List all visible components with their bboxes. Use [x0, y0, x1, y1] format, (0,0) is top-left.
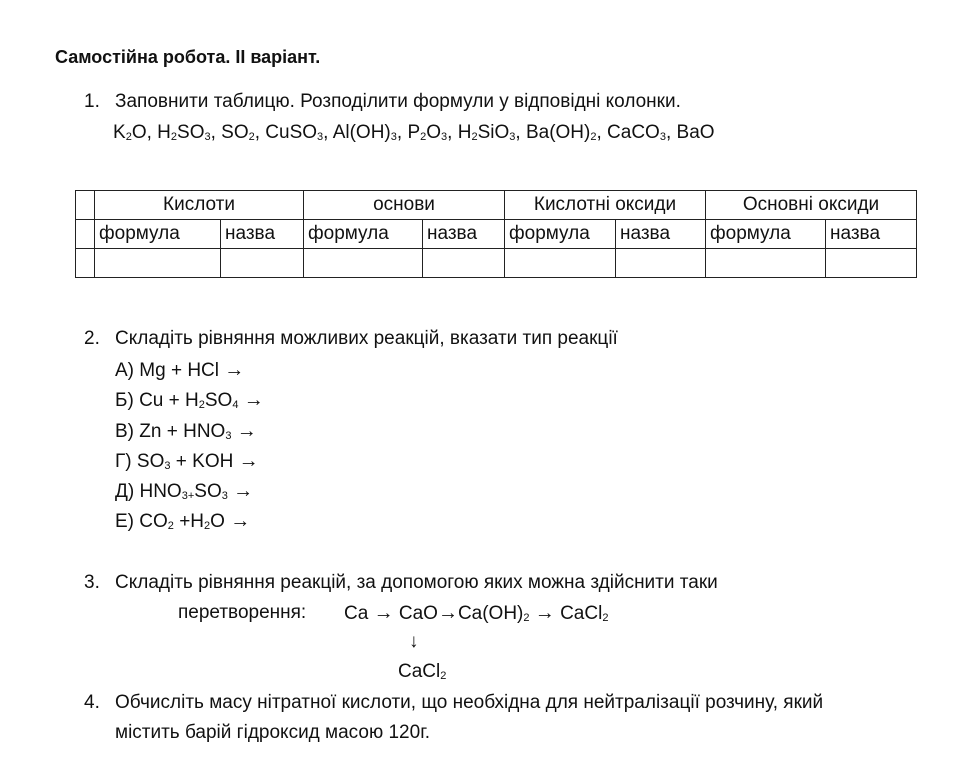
- column-group-bases: основи: [304, 191, 505, 220]
- classification-table: [75, 190, 917, 278]
- empty-cell[interactable]: [505, 249, 616, 278]
- column-name: назва: [826, 220, 917, 249]
- reaction-c: [115, 420, 257, 443]
- formula-item: $Al(OH)_3$: [332, 122, 397, 143]
- column-group-acids: Кислоти: [95, 191, 304, 220]
- arrow-icon: →: [437, 602, 458, 624]
- formula-item: BaO: [676, 122, 715, 143]
- column-group-basic-oxides: Основні оксиди: [706, 191, 917, 220]
- column-name: назва: [616, 220, 706, 249]
- empty-cell[interactable]: [95, 249, 221, 278]
- task2-text: Складіть рівняння можливих реакцій, вказати тип реакції: [115, 328, 618, 349]
- task1-formula-list: $K_2O$, $H_2SO_3$, $SO_2$, CuSO$_3$, $Al(OH)_3$, $P_2O_3$, $H_2SiO_3$, $Ba(OH)_2$, CaCO$_3$, BaO: [113, 122, 715, 143]
- table-subheader-row: [76, 220, 917, 249]
- reaction-label: Б): [115, 390, 134, 411]
- task1-text: Заповнити таблицю. Розподілити формули у відповідні колонки.: [115, 91, 681, 112]
- reaction-equation: $HNO_{3+}SO_3$: [139, 481, 228, 502]
- reaction-label: Г): [115, 451, 132, 472]
- task2-number: 2.: [84, 328, 100, 349]
- task3-text: Складіть рівняння реакцій, за допомогою яких можна здійснити таки: [115, 572, 718, 593]
- reaction-a: [115, 359, 244, 382]
- formula-item: $P_2O_3$: [407, 122, 448, 143]
- column-formula: формула: [706, 220, 826, 249]
- column-name: назва: [221, 220, 304, 249]
- formula-item: $K_2O$: [113, 122, 147, 143]
- arrow-icon: →: [534, 602, 555, 624]
- table-index-cell: [76, 191, 95, 220]
- task3-number: 3.: [84, 572, 100, 593]
- formula-item: $Ba(OH)_2$: [525, 122, 597, 143]
- empty-cell[interactable]: [423, 249, 505, 278]
- chain-branch: CaCl$_2$: [398, 661, 447, 682]
- formula-item: $SO_2$: [221, 122, 255, 143]
- arrow-icon: →: [224, 359, 245, 381]
- table-index-cell: [76, 249, 95, 278]
- arrow-icon: →: [236, 420, 257, 442]
- arrow-icon: →: [238, 450, 259, 472]
- column-group-acidic-oxides: Кислотні оксиди: [505, 191, 706, 220]
- empty-cell[interactable]: [706, 249, 826, 278]
- reaction-b: [115, 389, 264, 412]
- column-formula: формула: [505, 220, 616, 249]
- formula-item: $H_2SiO_3$: [457, 122, 516, 143]
- reaction-e: [115, 480, 253, 503]
- task4-line2: містить барій гідроксид масою 120г.: [115, 722, 431, 743]
- empty-cell[interactable]: [221, 249, 304, 278]
- reaction-equation: $SO_3$ + KOH: [136, 451, 234, 472]
- column-formula: формула: [304, 220, 423, 249]
- reaction-equation: $Cu + H_2SO_4$: [139, 390, 239, 411]
- task4-number: 4.: [84, 692, 100, 713]
- task3-label: перетворення:: [178, 602, 307, 623]
- formula-item: $H_2SO_3$: [157, 122, 211, 143]
- reaction-label: А): [115, 360, 134, 381]
- chain-cacl: CaCl$_2$: [560, 603, 609, 624]
- task4-line1: Обчисліть масу нітратної кислоти, що необхідна для нейтралізації розчину, який: [115, 692, 824, 713]
- reaction-equation: $CO_2 +H_2O$: [139, 511, 225, 532]
- table-index-cell: [76, 220, 95, 249]
- column-formula: формула: [95, 220, 221, 249]
- empty-cell[interactable]: [616, 249, 706, 278]
- formula-item: CuSO$_3$: [265, 122, 324, 143]
- task1-number: 1.: [84, 91, 100, 112]
- arrow-icon: →: [230, 510, 251, 532]
- reaction-equation: $Zn + HNO_3$: [139, 421, 232, 442]
- down-arrow-icon: ↓: [409, 631, 419, 652]
- arrow-icon: →: [373, 602, 394, 624]
- chain-caoh: $Ca(OH)_2$: [457, 603, 530, 624]
- reaction-f: [115, 510, 250, 533]
- empty-cell[interactable]: [304, 249, 423, 278]
- empty-cell[interactable]: [826, 249, 917, 278]
- reaction-d: [115, 450, 259, 473]
- column-name: назва: [423, 220, 505, 249]
- formula-item: CaCO$_3$: [607, 122, 666, 143]
- chain-cao: CaO: [398, 603, 438, 624]
- reaction-label: В): [115, 421, 134, 442]
- arrow-icon: →: [243, 389, 264, 411]
- table-header-row: [76, 191, 917, 220]
- chain-ca: Ca: [344, 603, 369, 624]
- reaction-equation: Mg + HCl: [139, 360, 219, 381]
- page-title: Самостійна робота. ІІ варіант.: [55, 47, 321, 67]
- transformation-chain: [344, 602, 608, 625]
- arrow-icon: →: [233, 480, 254, 502]
- reaction-label: Д): [115, 481, 135, 502]
- table-empty-row: [76, 249, 917, 278]
- reaction-label: Е): [115, 511, 134, 532]
